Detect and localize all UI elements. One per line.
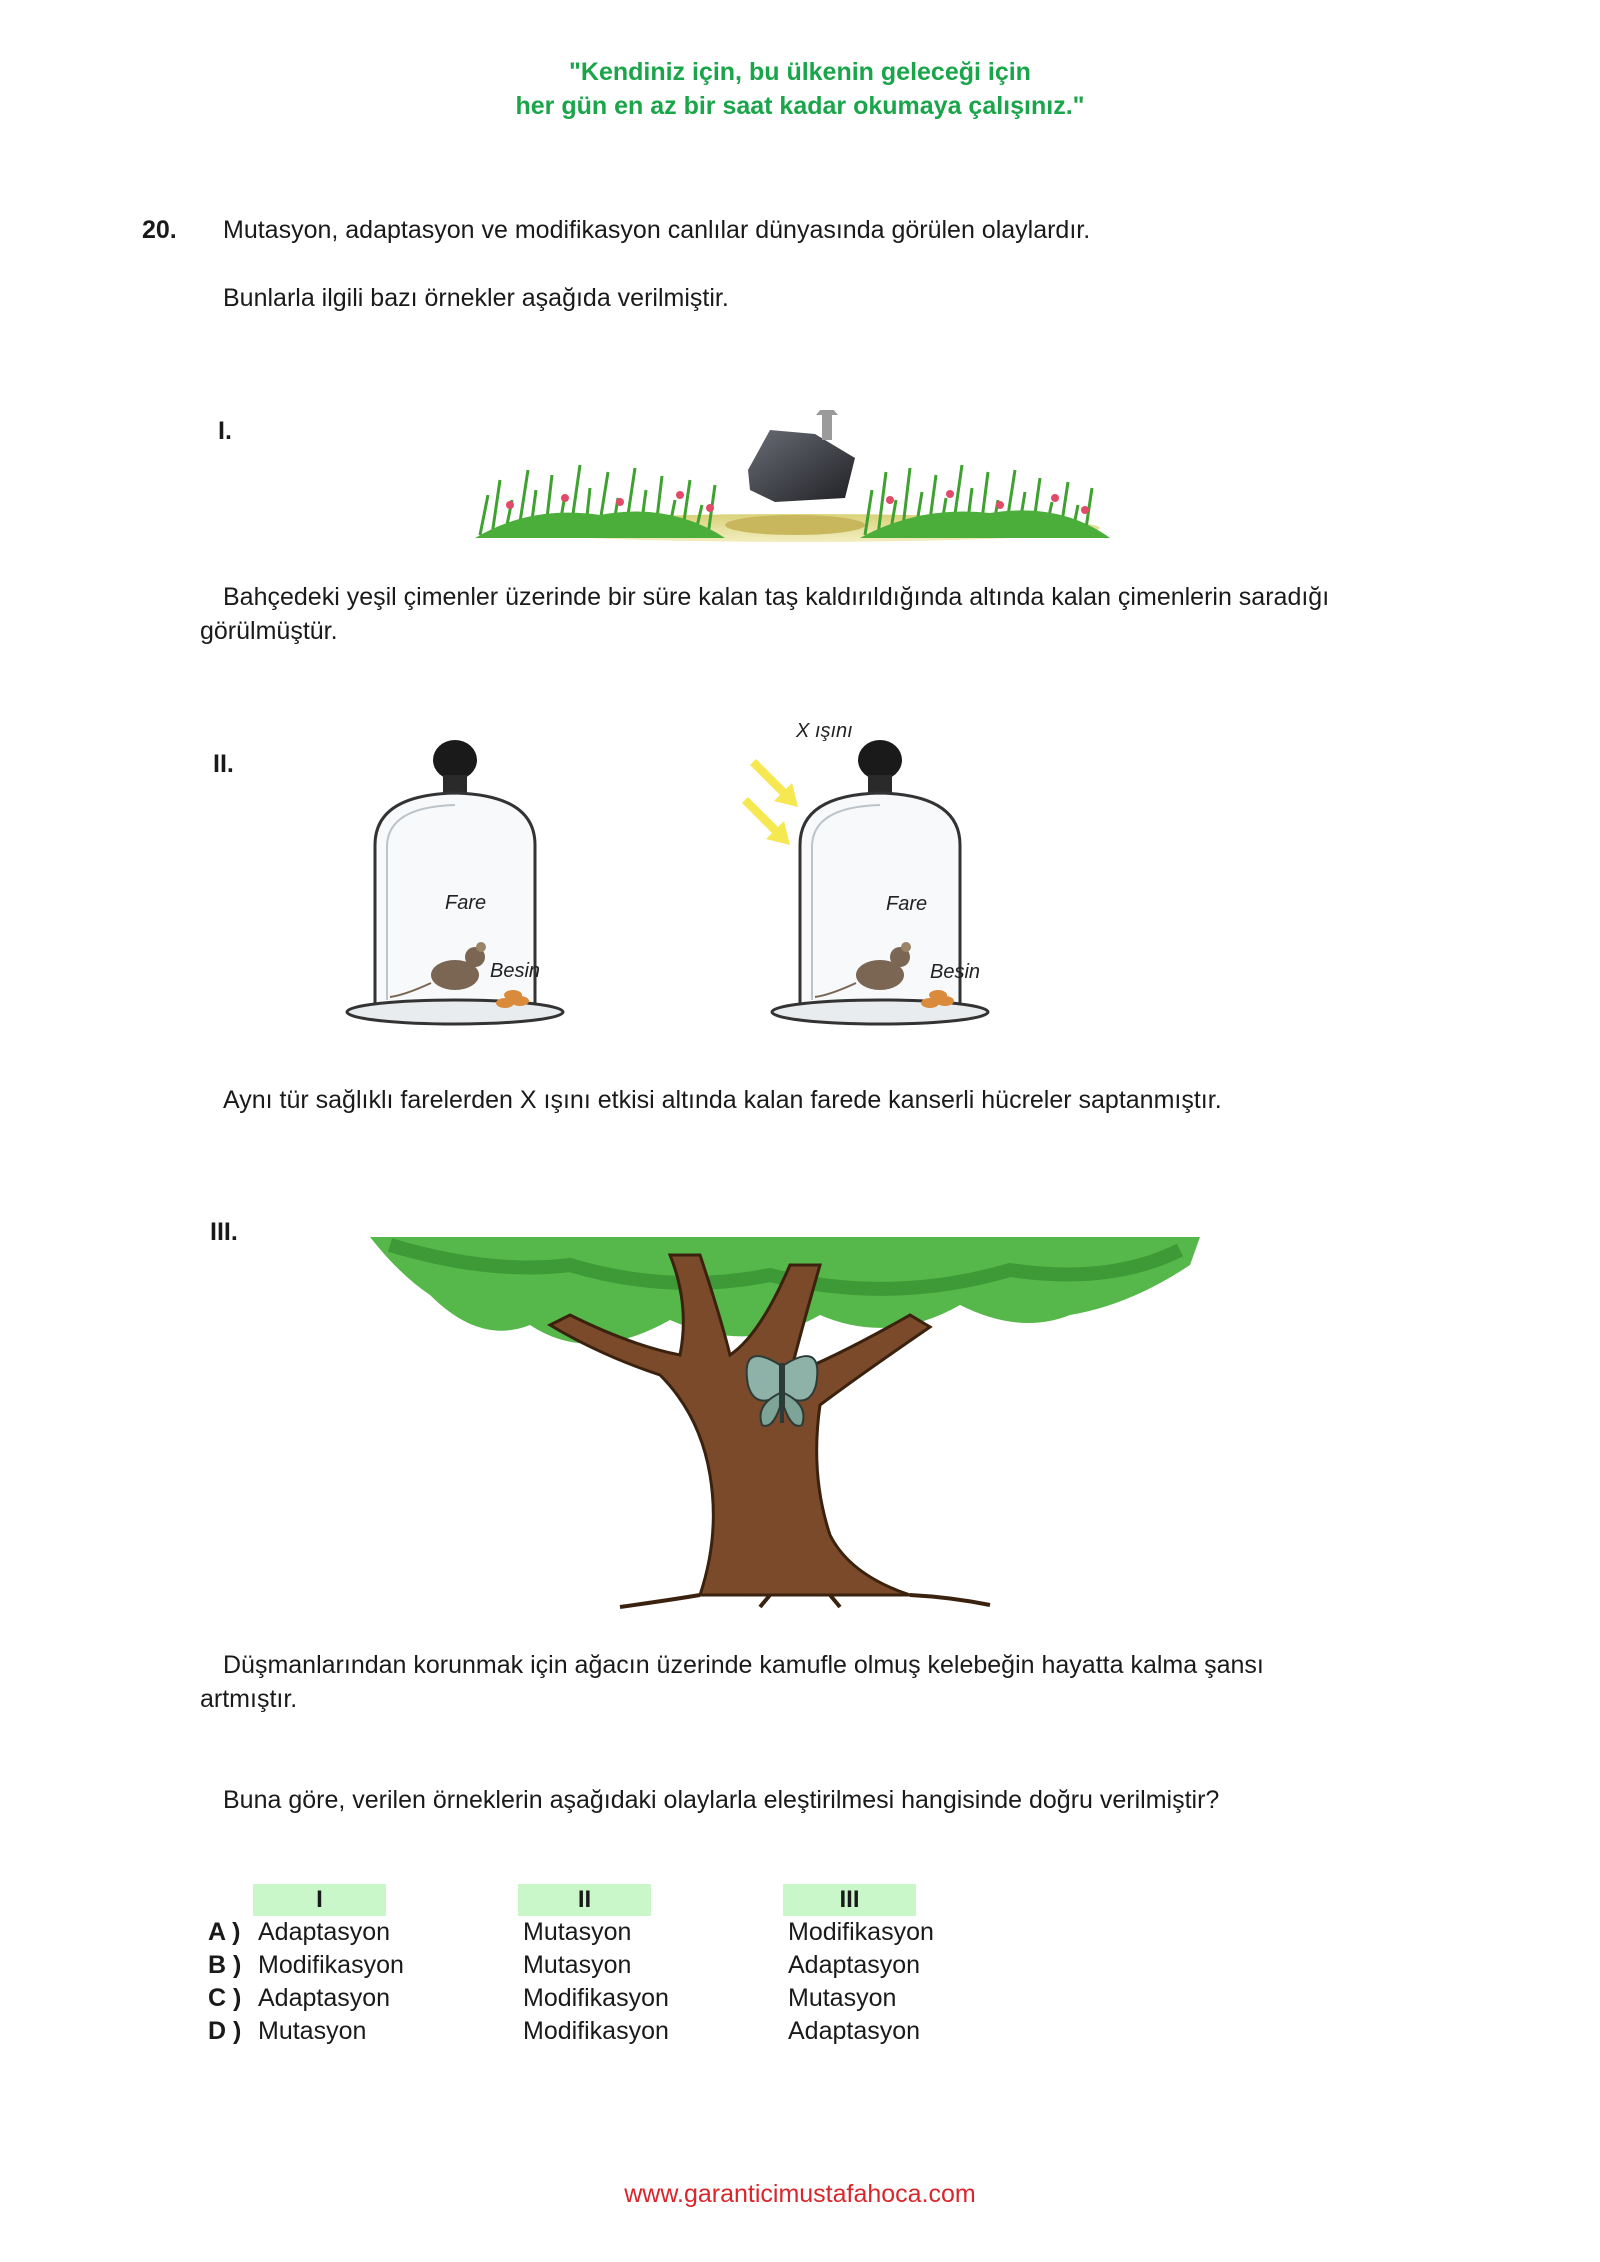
bell-jar-xray: [740, 735, 1000, 1035]
stone: [748, 430, 855, 502]
tree-roots: [620, 1595, 990, 1607]
grass-stone-illustration: [470, 410, 1120, 560]
jar-base: [772, 1000, 988, 1024]
footer-link[interactable]: www.garanticimustafahoca.com: [624, 2180, 976, 2208]
option-letter[interactable]: A ): [208, 1918, 241, 1946]
lift-arrow-icon: [816, 410, 838, 440]
motto-line-1: "Kendiniz için, bu ülkenin geleceği için: [569, 58, 1031, 86]
option-cell: Adaptasyon: [258, 1918, 391, 1946]
motto-line-2: her gün en az bir saat kadar okumaya çalışınız.": [515, 92, 1085, 120]
jar-knob: [858, 740, 902, 780]
example-3-text-1: Düşmanlarından korunmak için ağacın üzerinde kamufle olmuş kelebeğin hayatta kalma şansı: [223, 1651, 1264, 1679]
option-cell: Modifikasyon: [788, 1918, 934, 1946]
question-intro-2: Bunlarla ilgili bazı örnekler aşağıda verilmiştir.: [223, 284, 729, 312]
example-3-roman: III.: [210, 1218, 238, 1246]
yellowed-grass: [725, 515, 865, 535]
option-cell: Mutasyon: [788, 1984, 897, 2012]
example-2-roman: II.: [213, 750, 234, 778]
xray-arrows-icon: [742, 759, 798, 845]
jar-2-food-label: Besin: [930, 961, 981, 983]
option-cell: Modifikasyon: [258, 1951, 404, 1979]
tree-butterfly-illustration: [370, 1235, 1200, 1610]
jar-1-food-label: Besin: [490, 960, 541, 982]
option-cell: Adaptasyon: [788, 1951, 921, 1979]
jar-2-mouse-label: Fare: [886, 893, 928, 915]
option-letter[interactable]: D ): [208, 2017, 242, 2045]
example-1-roman: I.: [218, 417, 232, 445]
jar-knob: [433, 740, 477, 780]
table-header-2: II: [518, 1884, 651, 1916]
question-intro-1: Mutasyon, adaptasyon ve modifikasyon canlılar dünyasında görülen olaylardır.: [223, 216, 1091, 244]
option-letter[interactable]: B ): [208, 1951, 242, 1979]
option-cell: Mutasyon: [523, 1951, 632, 1979]
option-cell: Mutasyon: [523, 1918, 632, 1946]
xray-label: X ışını: [796, 720, 853, 742]
option-cell: Modifikasyon: [523, 1984, 669, 2012]
option-cell: Adaptasyon: [788, 2017, 921, 2045]
example-2-text: Aynı tür sağlıklı farelerden X ışını etkisi altında kalan farede kanserli hücreler saptanmıştır.: [223, 1086, 1222, 1114]
option-letter[interactable]: C ): [208, 1984, 242, 2012]
question-prompt: Buna göre, verilen örneklerin aşağıdaki olaylarla eleştirilmesi hangisinde doğru verilmiştir?: [223, 1786, 1220, 1814]
example-3-text-2: artmıştır.: [200, 1685, 298, 1713]
option-cell: Modifikasyon: [523, 2017, 669, 2045]
example-1-text-2: görülmüştür.: [200, 617, 338, 645]
jar-base: [347, 1000, 563, 1024]
grass-mound-right: [860, 510, 1110, 538]
option-cell: Mutasyon: [258, 2017, 367, 2045]
option-cell: Adaptasyon: [258, 1984, 391, 2012]
table-header-1: I: [253, 1884, 386, 1916]
bell-jar-control: [335, 735, 575, 1035]
jar-1-mouse-label: Fare: [445, 892, 487, 914]
example-1-text-1: Bahçedeki yeşil çimenler üzerinde bir süre kalan taş kaldırıldığında altında kalan çimenlerin saradığı: [223, 583, 1330, 611]
question-number: 20.: [142, 216, 177, 244]
table-header-3: III: [783, 1884, 916, 1916]
